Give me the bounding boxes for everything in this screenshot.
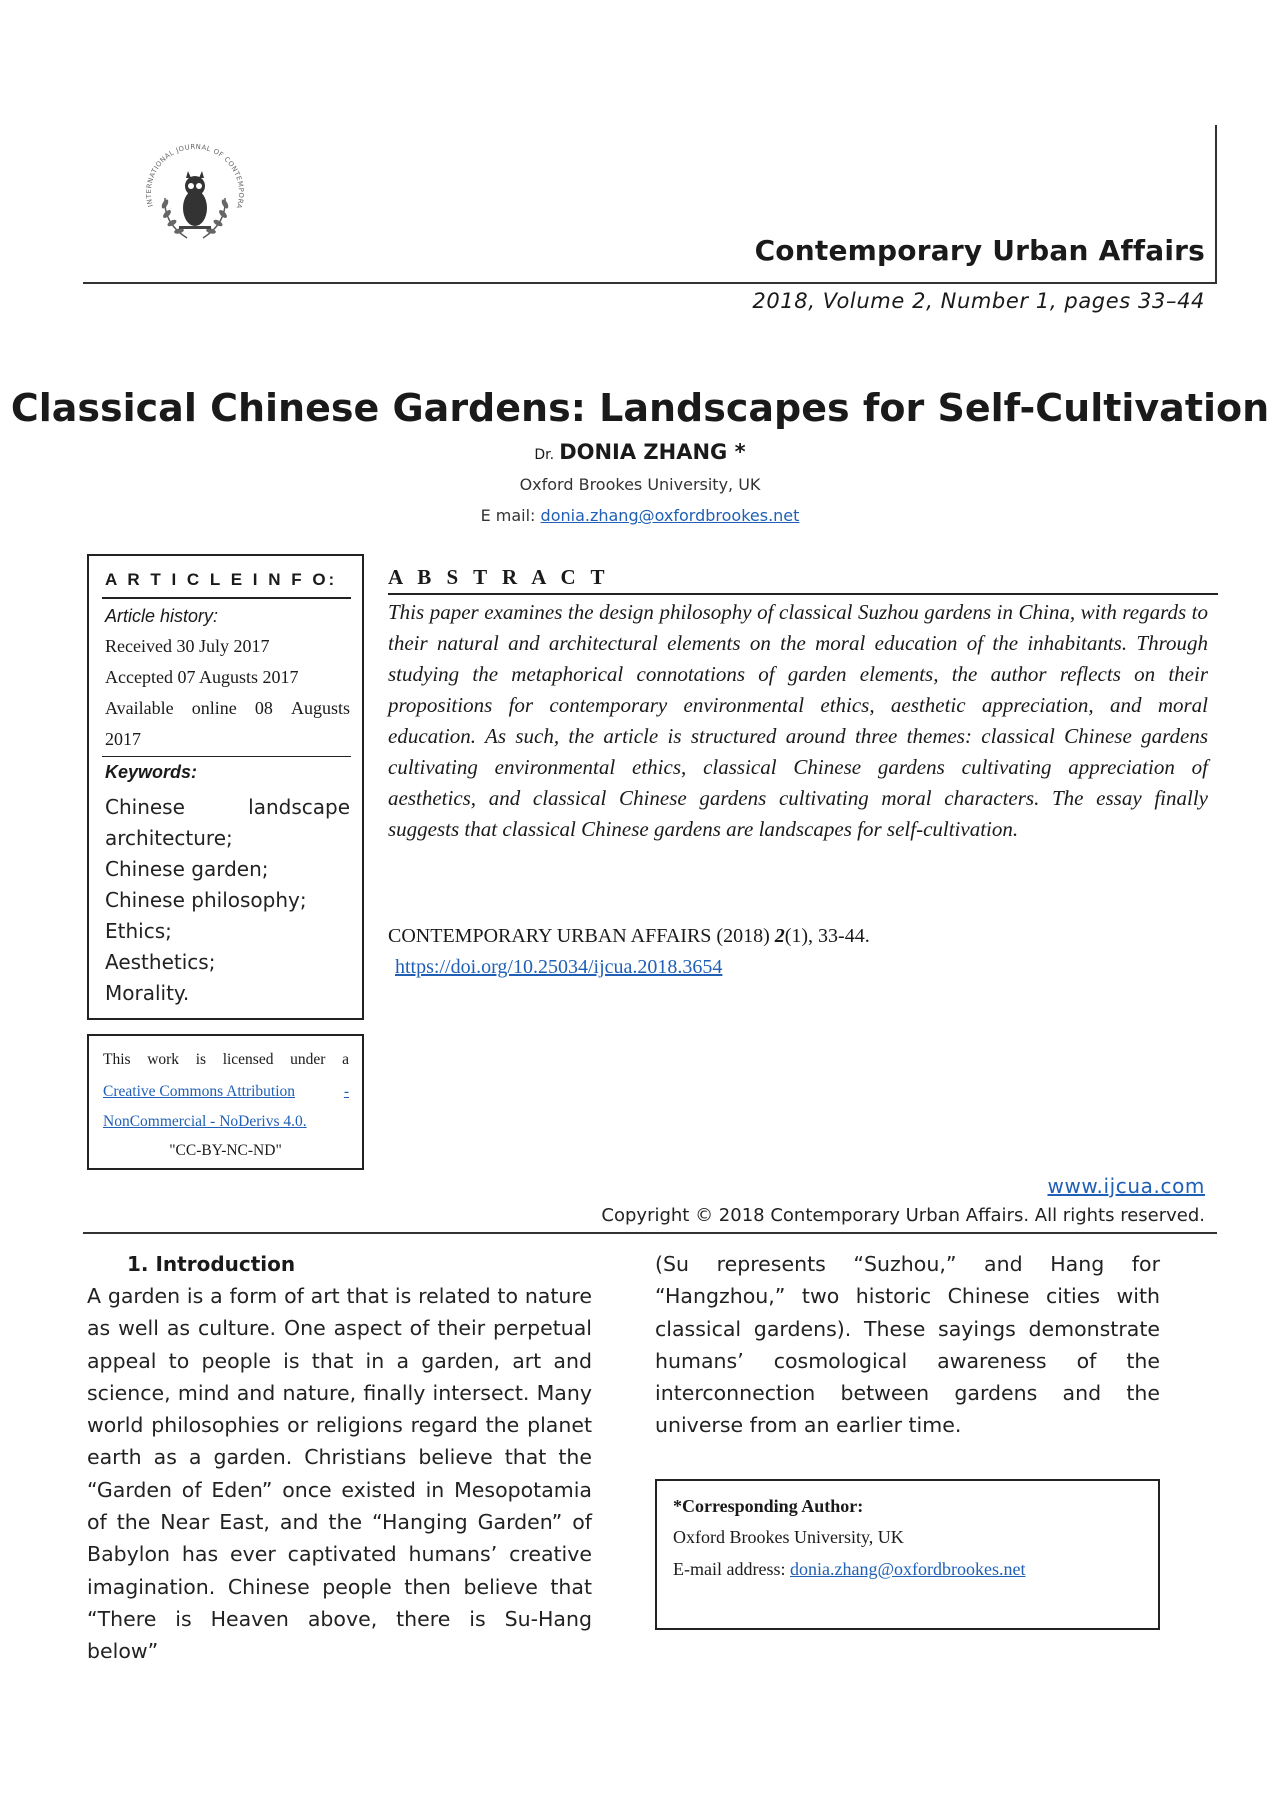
divider (102, 756, 351, 757)
keyword-word: landscape (248, 795, 350, 819)
header-vertical-rule (1215, 125, 1217, 283)
journal-website-link[interactable]: www.ijcua.com (1047, 1174, 1205, 1198)
abstract-text: This paper examines the design philosophy of classical Suzhou gardens in China, with regards to their natural and architectural elements on the moral education of the inhabitants. Through studying the metaphorical connotations of garden elements, the author reflects on their propositions for contemporary environmental ethics, aesthetic appreciation, and moral education. As such, the article is structured around three themes: classical Chinese gardens cultivating environmental ethics, classical Chinese gardens cultivating appreciation of aesthetics, and classical Chinese gardens cultivating moral characters. The essay finally suggests that classical Chinese gardens are landscapes for self-cultivation. (388, 600, 1208, 841)
license-link-text[interactable]: - (343, 1083, 349, 1100)
license-word: is (195, 1051, 207, 1068)
copyright-notice: Copyright © 2018 Contemporary Urban Affairs. All rights reserved. (601, 1205, 1205, 1226)
corresponding-author-label: *Corresponding Author: (673, 1496, 864, 1516)
available-word: 08 (254, 698, 273, 718)
author-email-link[interactable]: donia.zhang@oxfordbrookes.net (540, 506, 800, 525)
available-word: online (191, 698, 237, 718)
author-prefix: Dr. (534, 447, 555, 463)
keyword-item (105, 792, 350, 823)
author-line (0, 440, 1280, 464)
license-box (87, 1034, 364, 1170)
citation (388, 925, 870, 948)
received-date: Received 30 July 2017 (105, 636, 270, 656)
keyword-item: Chinese philosophy; (105, 888, 307, 912)
license-word: under (290, 1051, 326, 1068)
citation-prefix: CONTEMPORARY URBAN AFFAIRS (2018) (388, 925, 775, 947)
license-link[interactable] (103, 1083, 349, 1101)
corresponding-affiliation: Oxford Brookes University, UK (673, 1527, 904, 1547)
keywords-list (105, 792, 350, 1009)
intro-column-left: A garden is a form of art that is related to nature as well as culture. One aspect of their perpetual appeal to people is that in a garden, art and science, mind and nature, finally intersect. Many world philosophies or religions regard the planet earth as a garden. Christians believe that the “Garden of Eden” once existed in Mesopotamia of the Near East, and the “Hanging Garden” of Babylon has ever captivated humans’ creative imagination. Chinese people then believe that “There is Heaven above, there is Su-Hang below” (87, 1284, 592, 1664)
license-word: work (147, 1051, 180, 1068)
license-text (103, 1051, 349, 1069)
owl-wreath-seal-icon (135, 128, 255, 268)
corresponding-author-box (655, 1479, 1160, 1630)
intro-heading: 1. Introduction (127, 1252, 296, 1276)
author-email-line (0, 506, 1280, 525)
available-year: 2017 (105, 729, 141, 749)
license-word: a (342, 1051, 349, 1068)
license-code: "CC-BY-NC-ND" (169, 1142, 282, 1159)
svg-text:INTERNATIONAL JOURNAL OF CONTE: INTERNATIONAL JOURNAL OF CONTEMPORA (144, 142, 246, 210)
corresponding-email-link[interactable]: donia.zhang@oxfordbrookes.net (789, 1559, 1026, 1579)
journal-title: Contemporary Urban Affairs (754, 234, 1205, 267)
citation-suffix: (1), 33-44. (784, 925, 870, 947)
license-word: This (103, 1051, 131, 1068)
keyword-word: Chinese (105, 795, 185, 819)
keyword-item: Chinese garden; (105, 857, 269, 881)
email-label: E mail: (480, 506, 536, 525)
header-rule (83, 282, 1217, 284)
abstract-rule (388, 593, 1218, 595)
doi-link[interactable]: https://doi.org/10.25034/ijcua.2018.3654 (395, 956, 723, 978)
available-online-date (105, 698, 350, 719)
section-rule (83, 1232, 1217, 1234)
license-link-text[interactable]: Creative Commons Attribution (103, 1083, 296, 1100)
keywords-label: Keywords: (105, 762, 198, 782)
keyword-item: Ethics; (105, 919, 172, 943)
article-info-heading: A R T I C L E I N F O: (105, 570, 338, 589)
license-word: licensed (222, 1051, 274, 1068)
license-link[interactable]: NonCommercial - NoDerivs 4.0. (103, 1113, 307, 1130)
available-word: Augusts (290, 698, 350, 718)
citation-volume: 2 (774, 925, 785, 947)
article-info-box (87, 554, 364, 1020)
corresponding-email-label: E-mail address: (673, 1559, 790, 1579)
author-name: DONIA ZHANG * (559, 440, 746, 464)
keyword-item: architecture; (105, 826, 233, 850)
author-affiliation: Oxford Brookes University, UK (519, 475, 761, 494)
accepted-date: Accepted 07 Augusts 2017 (105, 667, 299, 687)
divider (102, 597, 351, 599)
journal-issue: 2018, Volume 2, Number 1, pages 33–44 (752, 289, 1205, 313)
paper-title: Classical Chinese Gardens: Landscapes for Self-Cultivation (10, 386, 1270, 430)
available-word: Available (105, 698, 174, 718)
keyword-item: Aesthetics; (105, 950, 216, 974)
keyword-item: Morality. (105, 981, 190, 1005)
journal-logo (135, 128, 255, 268)
article-history-label: Article history: (105, 606, 219, 626)
abstract-heading: A B S T R A C T (388, 565, 610, 589)
corresponding-email-line (673, 1559, 1025, 1580)
intro-column-right: (Su represents “Suzhou,” and Hang for “Hangzhou,” two historic Chinese cities with classical gardens). These sayings demonstrate humans’ cosmological awareness of the interconnection between gardens and the universe from an earlier time. (655, 1252, 1160, 1438)
